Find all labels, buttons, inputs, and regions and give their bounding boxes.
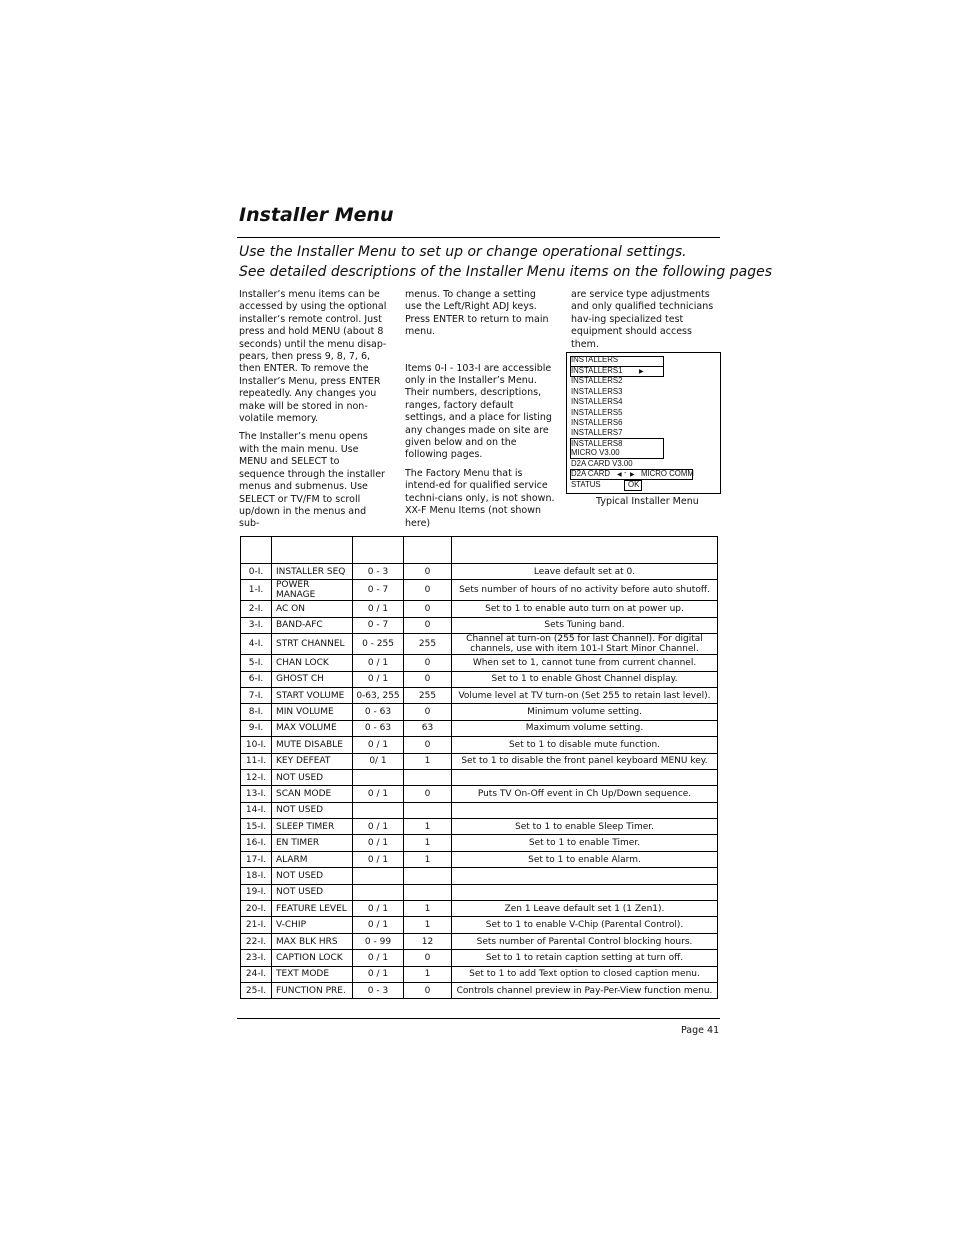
table-cell: 0 / 1 xyxy=(353,966,404,982)
table-cell: 1 xyxy=(404,966,452,982)
table-row xyxy=(241,835,718,851)
installer-menu-screen xyxy=(566,352,721,494)
table-cell: 16-I. xyxy=(241,835,272,851)
table-cell xyxy=(404,884,452,900)
table-cell: Set to 1 to enable Ghost Channel display. xyxy=(452,671,718,687)
menu-line: INSTALLERS7 xyxy=(571,428,623,437)
table-row xyxy=(241,950,718,966)
subtitle-line: Use the Installer Menu to set up or change operational settings. xyxy=(239,244,687,260)
table-cell: 0 - 3 xyxy=(353,982,404,998)
table-cell: 0 xyxy=(404,671,452,687)
table-row xyxy=(241,601,718,617)
d2a-label: D2A CARD xyxy=(571,469,610,478)
table-cell: MAX VOLUME xyxy=(272,720,353,736)
table-cell: 0 xyxy=(404,655,452,671)
table-cell: 21-I. xyxy=(241,917,272,933)
table-cell xyxy=(404,802,452,818)
menu-line: INSTALLERS xyxy=(571,355,619,364)
table-cell: 0 xyxy=(404,786,452,802)
table-cell: Set to 1 to enable Alarm. xyxy=(452,851,718,867)
paragraph: are service type adjustments and only qualified technicians hav-ing specialized test equipment should access them. xyxy=(571,289,714,350)
paragraph: The Factory Menu that is intend-ed for qualified service techni-cians only, is not shown. XX-F Menu Items (not shown here) xyxy=(405,467,555,529)
table-row xyxy=(241,933,718,949)
table-cell: 0 / 1 xyxy=(353,786,404,802)
table-row xyxy=(241,966,718,982)
right-arrow-icon: ▶ xyxy=(630,472,635,478)
table-cell: MUTE DISABLE xyxy=(272,737,353,753)
table-cell: 0 xyxy=(404,704,452,720)
table-cell xyxy=(452,802,718,818)
menu-line: INSTALLERS3 xyxy=(571,386,623,396)
table-cell: FEATURE LEVEL xyxy=(272,901,353,917)
table-cell: 6-I. xyxy=(241,671,272,687)
menu-line: MICRO V3.00 xyxy=(571,448,620,457)
table-cell: 0/ 1 xyxy=(353,753,404,769)
table-cell: 22-I. xyxy=(241,933,272,949)
table-cell: 23-I. xyxy=(241,950,272,966)
table-cell: 0 / 1 xyxy=(353,601,404,617)
table-cell: TEXT MODE xyxy=(272,966,353,982)
page-title: Installer Menu xyxy=(239,204,394,226)
menu-line: INSTALLERS4 xyxy=(571,397,623,406)
table-cell: EN TIMER xyxy=(272,835,353,851)
table-cell: NOT USED xyxy=(272,868,353,884)
table-cell: 20-I. xyxy=(241,901,272,917)
table-cell: STRT CHANNEL xyxy=(272,634,353,655)
table-cell xyxy=(353,537,404,564)
table-cell xyxy=(452,537,718,564)
table-cell: 24-I. xyxy=(241,966,272,982)
table-cell: 0 xyxy=(404,737,452,753)
table-cell xyxy=(404,537,452,564)
table-cell: 2-I. xyxy=(241,601,272,617)
right-arrow-icon: ▶ xyxy=(639,369,644,375)
left-arrow-icon: ◀ xyxy=(617,472,622,478)
table-row xyxy=(241,634,718,655)
table-cell: 0 / 1 xyxy=(353,917,404,933)
table-cell: 1-I. xyxy=(241,580,272,601)
table-cell: 25-I. xyxy=(241,982,272,998)
table-cell: Maximum volume setting. xyxy=(452,720,718,736)
dash-icon: - xyxy=(624,470,627,477)
table-cell: Set to 1 to enable auto turn on at power up. xyxy=(452,601,718,617)
table-cell: Zen 1 Leave default set 1 (1 Zen1). xyxy=(452,901,718,917)
paragraph: The Installer’s menu opens with the main menu. Use MENU and SELECT to sequence through the installer menus and submenus. Use SELECT or TV/FM to scroll up/down in the menus and sub- xyxy=(239,431,385,530)
table-row xyxy=(241,704,718,720)
table-cell: 0-63, 255 xyxy=(353,687,404,703)
table-row xyxy=(241,851,718,867)
table-row xyxy=(241,580,718,601)
table-cell: 1 xyxy=(404,917,452,933)
table-cell: Minimum volume setting. xyxy=(452,704,718,720)
table-cell: CHAN LOCK xyxy=(272,655,353,671)
menu-line: INSTALLERS1 xyxy=(571,365,623,375)
table-cell: Sets number of Parental Control blocking hours. xyxy=(452,933,718,949)
table-cell: Set to 1 to retain caption setting at turn off. xyxy=(452,950,718,966)
table-cell: 0 / 1 xyxy=(353,671,404,687)
table-cell: NOT USED xyxy=(272,884,353,900)
table-cell: 15-I. xyxy=(241,819,272,835)
table-cell xyxy=(353,769,404,785)
table-cell: Set to 1 to disable the front panel keyboard MENU key. xyxy=(452,753,718,769)
table-cell: Sets number of hours of no activity before auto shutoff. xyxy=(452,580,718,601)
table-cell: 7-I. xyxy=(241,687,272,703)
table-cell: 5-I. xyxy=(241,655,272,671)
table-cell: Channel at turn-on (255 for last Channel). For digital channels, use with item 101-I Start Minor Channel. xyxy=(452,634,718,655)
table-cell: 1 xyxy=(404,901,452,917)
table-cell: 1 xyxy=(404,835,452,851)
table-row xyxy=(241,917,718,933)
table-row xyxy=(241,901,718,917)
table-cell: AC ON xyxy=(272,601,353,617)
table-cell: ALARM xyxy=(272,851,353,867)
table-cell: 3-I. xyxy=(241,617,272,633)
table-cell: 1 xyxy=(404,753,452,769)
table-row xyxy=(241,655,718,671)
table-cell: SLEEP TIMER xyxy=(272,819,353,835)
table-cell: 4-I. xyxy=(241,634,272,655)
paragraph: Installer’s menu items can be accessed by using the optional installer’s remote control. Just press and hold MENU (about 8 seconds) until the menu disap-pears, then press 9, 8, 7, 6, then ENTER. To remove the Installer’s Menu, press ENTER repeatedly. Any changes you make will be stored in non-volatile memory. xyxy=(239,289,387,425)
table-cell: 1 xyxy=(404,819,452,835)
text-column-2 xyxy=(405,289,555,536)
table-cell: START VOLUME xyxy=(272,687,353,703)
table-cell xyxy=(241,537,272,564)
subtitle-line: See detailed descriptions of the Installer Menu items on the following pages xyxy=(239,264,773,280)
table-cell: 19-I. xyxy=(241,884,272,900)
table-cell: 0 - 3 xyxy=(353,564,404,580)
table-cell: BAND-AFC xyxy=(272,617,353,633)
table-row xyxy=(241,868,718,884)
table-cell xyxy=(452,868,718,884)
table-cell: NOT USED xyxy=(272,769,353,785)
table-cell: 9-I. xyxy=(241,720,272,736)
table-cell: 0 - 7 xyxy=(353,617,404,633)
d2a-value: MICRO COMM xyxy=(641,469,694,478)
menu-line: D2A CARD V3.00 xyxy=(571,458,633,468)
table-cell xyxy=(353,802,404,818)
table-row xyxy=(241,687,718,703)
table-row xyxy=(241,564,718,580)
table-cell: INSTALLER SEQ xyxy=(272,564,353,580)
table-cell xyxy=(272,537,353,564)
table-cell: 11-I. xyxy=(241,753,272,769)
table-row xyxy=(241,982,718,998)
table-row xyxy=(241,753,718,769)
table-cell: Set to 1 to enable Timer. xyxy=(452,835,718,851)
table-cell: 0 / 1 xyxy=(353,901,404,917)
table-row xyxy=(241,671,718,687)
table-cell: 0 / 1 xyxy=(353,737,404,753)
table-cell: 0 - 63 xyxy=(353,720,404,736)
table-cell: 63 xyxy=(404,720,452,736)
table-cell: 0 / 1 xyxy=(353,950,404,966)
table-row xyxy=(241,819,718,835)
table-cell: 12 xyxy=(404,933,452,949)
top-rule xyxy=(237,237,720,238)
text-column-3 xyxy=(571,289,721,357)
table-cell: 13-I. xyxy=(241,786,272,802)
menu-line: INSTALLERS5 xyxy=(571,407,623,417)
table-cell: V-CHIP xyxy=(272,917,353,933)
table-cell: 255 xyxy=(404,634,452,655)
table-cell: Set to 1 to add Text option to closed caption menu. xyxy=(452,966,718,982)
table-cell: 18-I. xyxy=(241,868,272,884)
menu-line: INSTALLERS2 xyxy=(571,376,623,385)
table-row xyxy=(241,720,718,736)
table-cell xyxy=(353,884,404,900)
table-cell: Set to 1 to disable mute function. xyxy=(452,737,718,753)
table-cell: SCAN MODE xyxy=(272,786,353,802)
table-cell: Set to 1 to enable V-Chip (Parental Control). xyxy=(452,917,718,933)
menu-caption: Typical Installer Menu xyxy=(596,496,699,507)
table-cell: Puts TV On-Off event in Ch Up/Down sequence. xyxy=(452,786,718,802)
table-cell: When set to 1, cannot tune from current channel. xyxy=(452,655,718,671)
table-cell: 0 xyxy=(404,601,452,617)
table-cell: 255 xyxy=(404,687,452,703)
table-row xyxy=(241,769,718,785)
table-cell xyxy=(404,868,452,884)
table-cell: Leave default set at 0. xyxy=(452,564,718,580)
table-cell: 0 / 1 xyxy=(353,655,404,671)
status-label: STATUS xyxy=(571,479,601,489)
table-cell: 0 - 99 xyxy=(353,933,404,949)
table-cell xyxy=(404,769,452,785)
table-cell: FUNCTION PRE. xyxy=(272,982,353,998)
table-cell: KEY DEFEAT xyxy=(272,753,353,769)
table-cell: POWER MANAGE xyxy=(272,580,353,601)
table-cell: MIN VOLUME xyxy=(272,704,353,720)
table-cell xyxy=(452,769,718,785)
table-cell: 0 xyxy=(404,564,452,580)
table-cell: 8-I. xyxy=(241,704,272,720)
table-cell: Volume level at TV turn-on (Set 255 to retain last level). xyxy=(452,687,718,703)
table-cell: 1 xyxy=(404,851,452,867)
table-cell: GHOST CH xyxy=(272,671,353,687)
table-cell: 0 / 1 xyxy=(353,819,404,835)
table-cell: 17-I. xyxy=(241,851,272,867)
table-row xyxy=(241,802,718,818)
paragraph: menus. To change a setting use the Left/Right ADJ keys. Press ENTER to return to main menu. xyxy=(405,289,549,338)
table-cell: 0 xyxy=(404,982,452,998)
installer-items-table xyxy=(240,536,718,999)
table-row xyxy=(241,737,718,753)
table-cell: NOT USED xyxy=(272,802,353,818)
table-header-row xyxy=(241,537,718,564)
status-value: OK xyxy=(628,479,640,489)
table-row xyxy=(241,617,718,633)
table-row xyxy=(241,786,718,802)
table-cell: Sets Tuning band. xyxy=(452,617,718,633)
table-cell: 0 xyxy=(404,950,452,966)
table-cell: 0 xyxy=(404,580,452,601)
table-cell: Set to 1 to enable Sleep Timer. xyxy=(452,819,718,835)
table-cell: 0 / 1 xyxy=(353,851,404,867)
menu-line: INSTALLERS8 xyxy=(571,438,623,448)
table-cell: CAPTION LOCK xyxy=(272,950,353,966)
table-cell: 0 - 255 xyxy=(353,634,404,655)
table-cell: 0 - 7 xyxy=(353,580,404,601)
table-cell xyxy=(452,884,718,900)
table-cell: 10-I. xyxy=(241,737,272,753)
subtitle xyxy=(239,242,773,282)
table-cell: Controls channel preview in Pay-Per-View function menu. xyxy=(452,982,718,998)
table-cell: 14-I. xyxy=(241,802,272,818)
table-cell: 0 - 63 xyxy=(353,704,404,720)
menu-line: INSTALLERS6 xyxy=(571,418,623,427)
table-cell: 0 xyxy=(404,617,452,633)
table-cell xyxy=(353,868,404,884)
table-cell: 0-I. xyxy=(241,564,272,580)
table-row xyxy=(241,884,718,900)
table-cell: 12-I. xyxy=(241,769,272,785)
page-number: Page 41 xyxy=(681,1025,720,1036)
table-cell: 0 / 1 xyxy=(353,835,404,851)
text-column-1 xyxy=(239,289,387,537)
paragraph: Items 0-I - 103-I are accessible only in the Installer’s Menu. Their numbers, descriptions, ranges, factory default settings, and a place for listing any changes made on site are given below and on the following pages. xyxy=(405,362,552,461)
bottom-rule xyxy=(237,1018,720,1019)
table-cell: MAX BLK HRS xyxy=(272,933,353,949)
